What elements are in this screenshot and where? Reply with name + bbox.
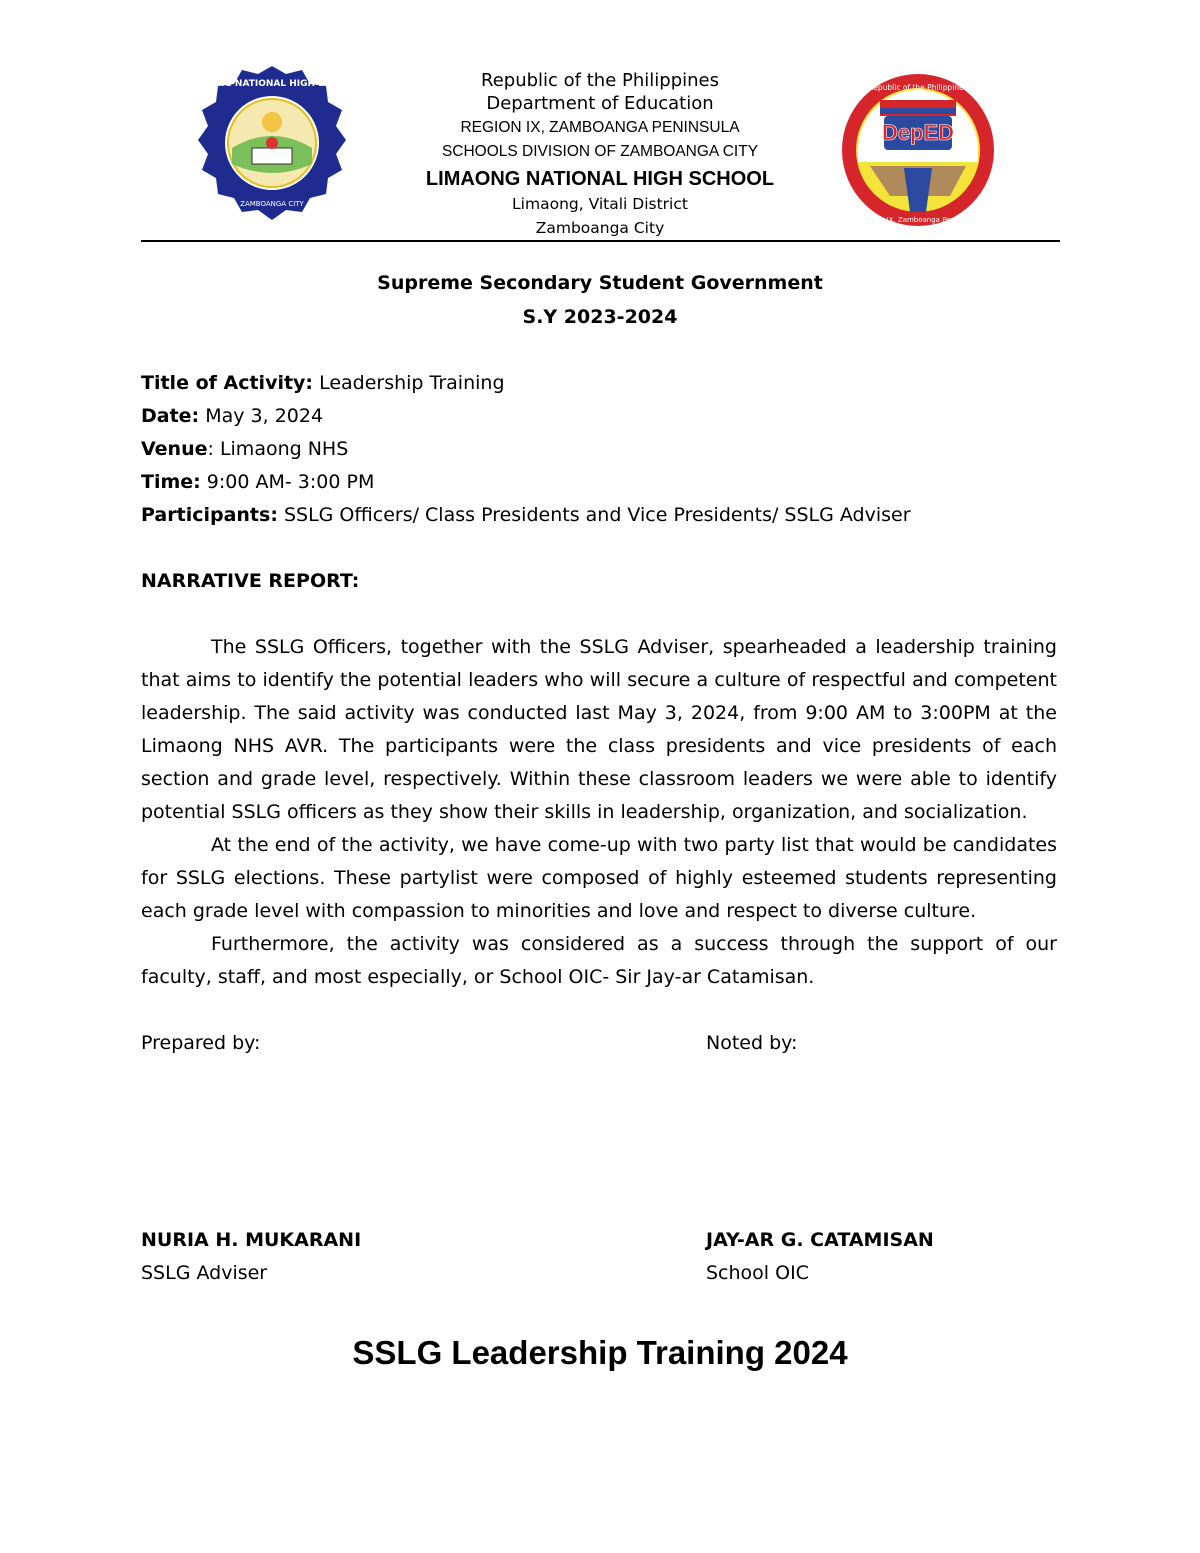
header-country: Republic of the Philippines [481,70,719,91]
narrative-paragraph: The SSLG Officers, together with the SSLG Adviser, spearheaded a leadership training that aims to identify the potential leaders who will secure a culture of respectful and competent leadership. The said activity was conducted last May 3, 2024, from 9:00 AM to 3:00PM at the Limaong NHS AVR. The participants were the class presidents and vice presidents of each section and grade level, respectively. Within these classroom leaders we were able to identify potential SSLG officers as they show their skills in leadership, organization, and socialization. [141,636,1057,823]
detail-time [141,466,374,499]
noted-by-label: Noted by: [706,1032,798,1054]
school-seal-logo [192,64,352,224]
detail-participants-value: SSLG Officers/ Class Presidents and Vice Presidents/ SSLG Adviser [277,504,911,526]
narrative-paragraph: Furthermore, the activity was considered as a success through the support of our faculty, staff, and most especially, or School OIC- Sir Jay-ar Catamisan. [141,933,1057,988]
detail-title-label: Title of Activity: [141,372,314,394]
header-region: REGION IX, ZAMBOANGA PENINSULA [460,119,740,136]
noter-name: JAY-AR G. CATAMISAN [706,1229,934,1251]
detail-time-label: Time: [141,471,201,493]
detail-title-value: Leadership Training [313,372,505,394]
narrative-paragraph: At the end of the activity, we have come-up with two party list that would be candidates for SSLG elections. These partylist were composed of highly esteemed students representing each grade level with compassion to minorities and love and respect to diverse culture. [141,834,1057,922]
narrative-heading: NARRATIVE REPORT: [141,570,360,592]
narrative-body [141,631,1057,994]
org-name: Supreme Secondary Student Government [377,272,823,294]
prepared-by-label: Prepared by: [141,1032,261,1054]
footer-title: SSLG Leadership Training 2024 [352,1334,848,1371]
deped-seal-logo [840,72,1000,232]
seal-bottom-text: ZAMBOANGA CITY [240,200,304,208]
detail-date [141,400,323,433]
noter-title: School OIC [706,1262,809,1284]
header-divider [141,240,1060,242]
header-city: Zamboanga City [535,219,665,237]
header-division: SCHOOLS DIVISION OF ZAMBOANGA CITY [441,143,759,160]
detail-participants [141,499,911,532]
header-school-name: LIMAONG NATIONAL HIGH SCHOOL [425,168,775,190]
seal-ring-text: LIMAONG NATIONAL HIGH SCHOOL [192,79,352,89]
preparer-name: NURIA H. MUKARANI [141,1229,362,1251]
school-year: S.Y 2023-2024 [522,306,678,328]
deped-center-text: DepED [881,120,955,145]
detail-date-value: May 3, 2024 [199,405,324,427]
header-district: Limaong, Vitali District [512,195,688,213]
detail-time-value: 9:00 AM- 3:00 PM [200,471,375,493]
detail-venue-value: : Limaong NHS [207,438,349,460]
detail-title [141,367,505,400]
header-department: Department of Education [486,93,714,114]
deped-ring-bottom-text: Region IX, Zamboanga Peninsula [860,216,976,224]
detail-date-label: Date: [141,405,200,427]
detail-participants-label: Participants: [141,504,278,526]
deped-ring-top-text: Republic of the Philippines [868,83,968,92]
detail-venue-label: Venue [141,438,208,460]
preparer-title: SSLG Adviser [141,1262,268,1284]
detail-venue [141,433,348,466]
